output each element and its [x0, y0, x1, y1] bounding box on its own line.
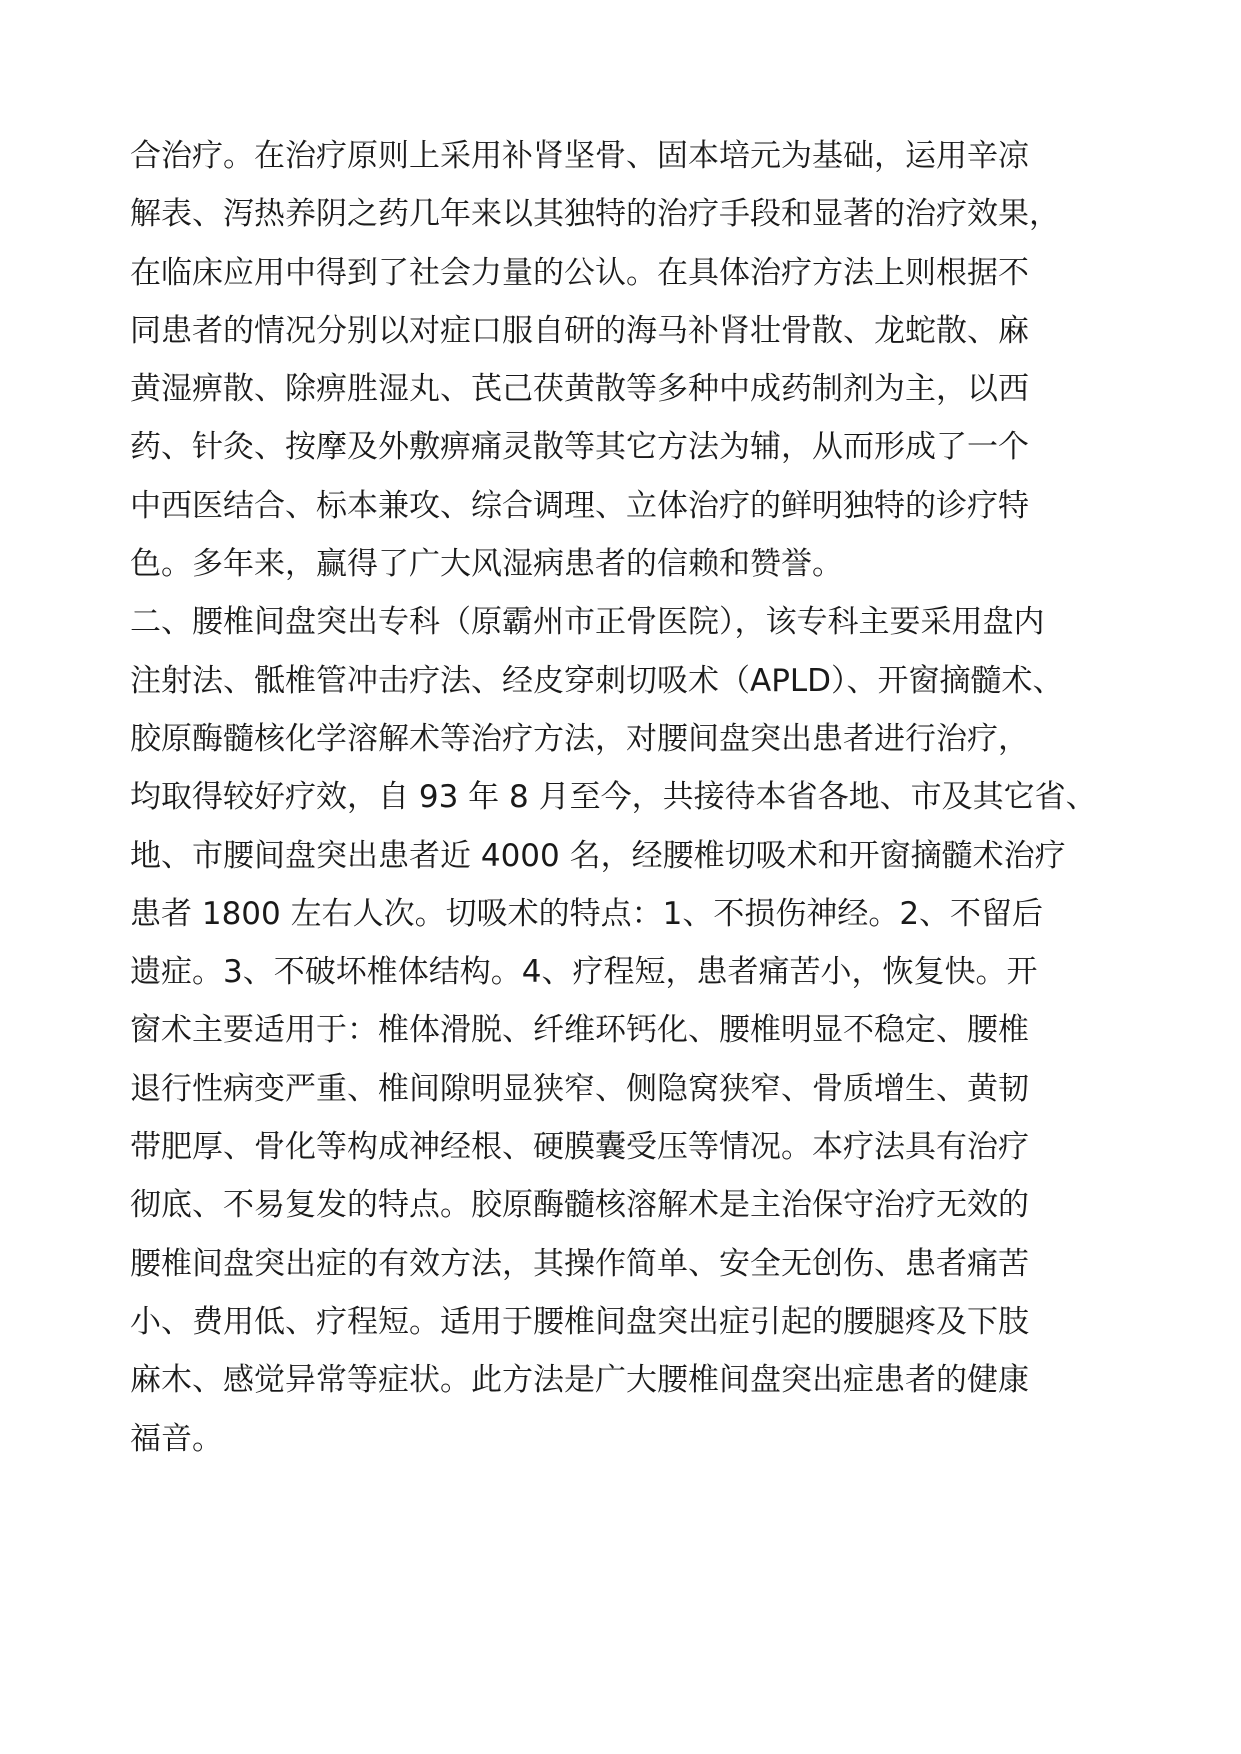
- text-line-22: 麻木、感觉异常等症状。此方法是广大腰椎间盘突出症患者的健康: [130, 1362, 1029, 1399]
- text-line-13: 地、市腰间盘突出患者近 4000 名，经腰椎切吸术和开窗摘髓术治疗: [130, 837, 1066, 874]
- text-line-14: 患者 1800 左右人次。切吸术的特点：1、不损伤神经。2、不留后: [130, 895, 1044, 932]
- text-line-6: 药、针灸、按摩及外敷痹痛灵散等其它方法为辅，从而形成了一个: [130, 429, 1029, 466]
- text-line-11: 胶原酶髓核化学溶解术等治疗方法，对腰间盘突出患者进行治疗，: [130, 720, 1029, 757]
- text-line-4: 同患者的情况分别以对症口服自研的海马补肾壮骨散、龙蛇散、麻: [130, 312, 1029, 349]
- text-line-12: 均取得较好疗效，自 93 年 8 月至今，共接待本省各地、市及其它省、: [130, 779, 1097, 816]
- text-line-16: 窗术主要适用于：椎体滑脱、纤维环钙化、腰椎明显不稳定、腰椎: [130, 1012, 1029, 1049]
- text-line-21: 小、费用低、疗程短。适用于腰椎间盘突出症引起的腰腿疼及下肢: [130, 1303, 1029, 1340]
- text-line-1: 合治疗。在治疗原则上采用补肾坚骨、固本培元为基础，运用辛凉: [130, 138, 1029, 174]
- document-body: [130, 127, 1120, 1468]
- text-line-8: 色。多年来，赢得了广大风湿病患者的信赖和赞誉。: [130, 546, 843, 583]
- text-line-9: 二、腰椎间盘突出专科（原霸州市正骨医院），该专科主要采用盘内: [130, 604, 1045, 641]
- text-line-10: 注射法、骶椎管冲击疗法、经皮穿刺切吸术（APLD）、开窗摘髓术、: [130, 662, 1064, 699]
- text-line-3: 在临床应用中得到了社会力量的公认。在具体治疗方法上则根据不: [130, 254, 1029, 291]
- text-line-17: 退行性病变严重、椎间隙明显狭窄、侧隐窝狭窄、骨质增生、黄韧: [130, 1070, 1029, 1107]
- text-line-2: 解表、泻热养阴之药几年来以其独特的治疗手段和显著的治疗效果，: [130, 196, 1060, 233]
- text-line-7: 中西医结合、标本兼攻、综合调理、立体治疗的鲜明独特的诊疗特: [130, 487, 1029, 524]
- text-line-18: 带肥厚、骨化等构成神经根、硬膜囊受压等情况。本疗法具有治疗: [130, 1129, 1029, 1166]
- text-line-19: 彻底、不易复发的特点。胶原酶髓核溶解术是主治保守治疗无效的: [130, 1187, 1029, 1224]
- text-line-23: 福音。: [130, 1420, 223, 1457]
- text-line-20: 腰椎间盘突出症的有效方法，其操作简单、安全无创伤、患者痛苦: [130, 1245, 1029, 1282]
- text-line-5: 黄湿痹散、除痹胜湿丸、芪己茯黄散等多种中成药制剂为主，以西: [130, 371, 1029, 408]
- text-line-15: 遗症。3、不破坏椎体结构。4、疗程短，患者痛苦小，恢复快。开: [130, 954, 1038, 991]
